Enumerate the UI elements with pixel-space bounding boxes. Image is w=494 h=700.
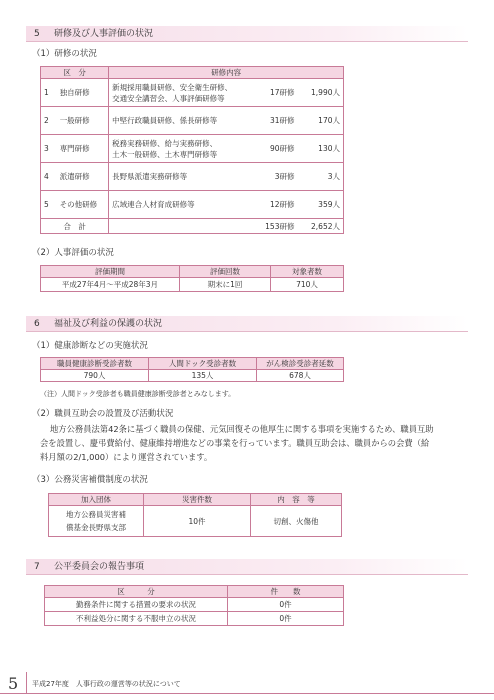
content-line: 税務実務研修、給与実務研修、 — [112, 138, 218, 148]
training-count: 17研修 — [254, 79, 297, 107]
training-count: 90研修 — [254, 135, 297, 163]
training-subheading: （1）研修の状況 — [32, 49, 97, 59]
report-count: 0件 — [228, 612, 344, 626]
mutual-aid-subheading: （2）職員互助会の設置及び活動状況 — [32, 409, 174, 419]
section-number: 5 — [34, 29, 40, 39]
section-title: 福祉及び利益の保護の状況 — [54, 319, 163, 329]
section-5-heading — [26, 26, 468, 42]
training-name: 派遣研修 — [57, 163, 109, 191]
cases-value: 10件 — [144, 506, 251, 537]
total-people: 2,652人 — [297, 219, 343, 234]
report-category: 不利益処分に関する不服申立の状況 — [45, 612, 228, 626]
mutual-aid-paragraph — [40, 422, 460, 464]
training-content — [109, 107, 255, 135]
page-footer — [0, 670, 494, 700]
section-number: 7 — [34, 562, 40, 572]
training-people: 130人 — [297, 135, 343, 163]
row-number: 5 — [41, 191, 57, 219]
organization-line: 償基金長野県支部 — [66, 523, 126, 532]
header-category: 区 分 — [45, 586, 228, 598]
table-row — [41, 278, 344, 292]
header-content: 研修内容 — [109, 67, 344, 79]
header-organization: 加入団体 — [49, 494, 144, 506]
training-content — [109, 191, 255, 219]
footer-divider — [26, 672, 27, 694]
page-number: 5 — [8, 674, 19, 693]
training-name: 独自研修 — [57, 79, 109, 107]
header-times: 評価回数 — [180, 266, 271, 278]
header-subjects: 対象者数 — [271, 266, 344, 278]
header-dock: 人間ドック受診者数 — [149, 358, 257, 370]
section-title: 公平委員会の報告事項 — [54, 562, 145, 572]
header-count: 件 数 — [228, 586, 344, 598]
training-count: 12研修 — [254, 191, 297, 219]
header-period: 評価期間 — [41, 266, 180, 278]
paragraph-line: 料月額の2/1,000）により運営されています。 — [40, 452, 213, 462]
footer-title: 平成27年度 人事行政の運営等の状況について — [32, 680, 181, 688]
training-count: 31研修 — [254, 107, 297, 135]
evaluation-subheading: （2）人事評価の状況 — [32, 248, 114, 258]
table-row — [45, 612, 344, 626]
paragraph-line: 会を設置し、慶弔費給付、健康維持増進などの事業を行っています。職員互助会は、職員からの会費（給 — [40, 438, 430, 448]
period-value: 平成27年4月～平成28年3月 — [41, 278, 180, 292]
header-category: 区 分 — [41, 67, 109, 79]
table-row — [41, 370, 344, 382]
training-count: 3研修 — [254, 163, 297, 191]
table-row — [41, 79, 344, 107]
footer-rule — [0, 693, 494, 694]
health-subheading: （1）健康診断などの実施状況 — [32, 341, 148, 351]
health-table — [40, 357, 344, 382]
training-people: 3人 — [297, 163, 343, 191]
dock-value: 135人 — [149, 370, 257, 382]
report-category: 勤務条件に関する措置の要求の状況 — [45, 598, 228, 612]
table-row — [41, 135, 344, 163]
content-line: 長野県派遣実務研修等 — [112, 172, 188, 181]
paragraph-line: 地方公務員法第42条に基づく職員の保健、元気回復その他厚生に関する事項を実施するため、職員互助 — [50, 424, 434, 434]
footnote: （注）人間ドック受診者も職員健康診断受診者とみなします。 — [40, 390, 236, 398]
content-line: 中堅行政職員研修、係長研修等 — [112, 116, 218, 125]
content-line: 土木一般研修、土木専門研修等 — [112, 149, 218, 159]
report-table — [44, 585, 344, 626]
training-name: 一般研修 — [57, 107, 109, 135]
header-checkup: 職員健康診断受診者数 — [41, 358, 149, 370]
compensation-table — [48, 493, 342, 537]
training-people: 170人 — [297, 107, 343, 135]
table-row — [45, 598, 344, 612]
training-name: 専門研修 — [57, 135, 109, 163]
times-value: 期末に1回 — [180, 278, 271, 292]
header-cancer: がん検診受診者延数 — [257, 358, 344, 370]
content-value: 切創、火傷他 — [251, 506, 342, 537]
total-row — [41, 219, 344, 234]
header-content: 内 容 等 — [251, 494, 342, 506]
section-6-heading — [26, 316, 468, 332]
section-7-heading — [26, 559, 468, 575]
training-content — [109, 163, 255, 191]
compensation-subheading: （3）公務災害補償制度の状況 — [32, 475, 148, 485]
evaluation-table — [40, 265, 344, 292]
organization-cell — [49, 506, 144, 537]
report-count: 0件 — [228, 598, 344, 612]
content-line: 交通安全講習会、人事評価研修等 — [112, 93, 225, 103]
training-name: その他研修 — [57, 191, 109, 219]
section-title: 研修及び人事評価の状況 — [54, 29, 154, 39]
training-content — [109, 135, 255, 163]
subjects-value: 710人 — [271, 278, 344, 292]
cancer-value: 678人 — [257, 370, 344, 382]
row-number: 3 — [41, 135, 57, 163]
table-row — [41, 107, 344, 135]
training-people: 359人 — [297, 191, 343, 219]
checkup-value: 790人 — [41, 370, 149, 382]
organization-line: 地方公務員災害補 — [66, 510, 126, 519]
total-blank — [109, 219, 255, 234]
section-number: 6 — [34, 319, 40, 329]
row-number: 2 — [41, 107, 57, 135]
content-line: 広域連合人材育成研修等 — [112, 200, 195, 209]
training-table — [40, 66, 344, 234]
row-number: 1 — [41, 79, 57, 107]
total-count: 153研修 — [254, 219, 297, 234]
row-number: 4 — [41, 163, 57, 191]
training-content — [109, 79, 255, 107]
training-people: 1,990人 — [297, 79, 343, 107]
header-cases: 災害件数 — [144, 494, 251, 506]
table-row — [41, 191, 344, 219]
content-line: 新規採用職員研修、安全衛生研修、 — [112, 82, 233, 92]
table-row — [41, 163, 344, 191]
total-label: 合 計 — [41, 219, 109, 234]
table-row — [49, 506, 342, 537]
